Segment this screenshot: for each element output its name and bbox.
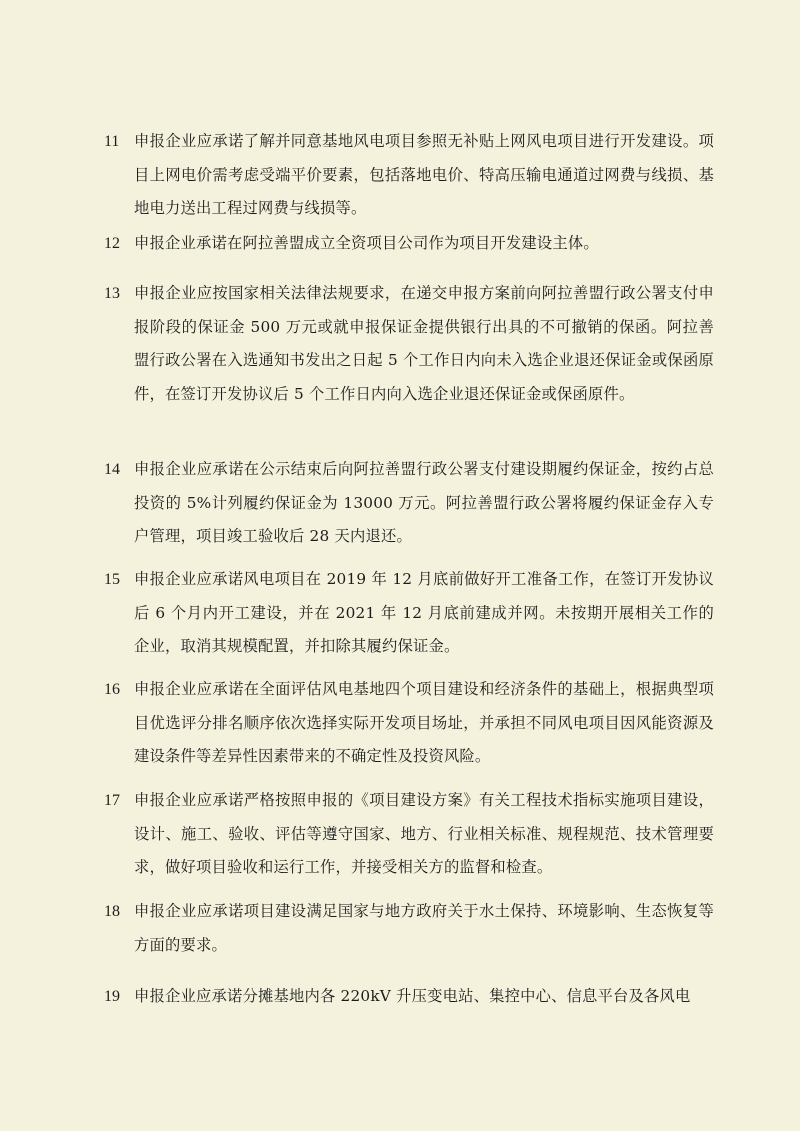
clause-text: 申报企业应承诺在全面评估风电基地四个项目建设和经济条件的基础上，根据典型项目优选评分排名顺序依次选择实际开发项目场址，并承担不同风电项目因风能资源及建设条件等差异性因素带来的不确定性及投资风险。 bbox=[134, 680, 714, 765]
clause-text: 申报企业应承诺项目建设满足国家与地方政府关于水土保持、环境影响、生态恢复等方面的要求。 bbox=[134, 902, 714, 954]
clause-text: 申报企业承诺在阿拉善盟成立全资项目公司作为项目开发建设主体。 bbox=[134, 234, 599, 252]
clause-text: 申报企业应按国家相关法律法规要求，在递交申报方案前向阿拉善盟行政公署支付申报阶段的保证金 500 万元或就申报保证金提供银行出具的不可撤销的保函。阿拉善盟行政公署在入选通知书发出之日起 5 个工作日内向未入选企业退还保证金或保函原件，在签订开发协议后 5 个工作日内向入选企业退还保证金或保函原件。 bbox=[134, 284, 714, 403]
clause-number: 11 bbox=[104, 133, 120, 150]
clause-text: 申报企业应承诺了解并同意基地风电项目参照无补贴上网风电项目进行开发建设。项目上网电价需考虑受端平价要素，包括落地电价、特高压输电通道过网费与线损、基地电力送出工程过网费与线损等。 bbox=[134, 132, 714, 217]
clause-number: 19 bbox=[104, 988, 120, 1005]
clause-number: 15 bbox=[104, 571, 120, 588]
clause-number: 17 bbox=[104, 792, 120, 809]
clause-text: 申报企业应承诺严格按照申报的《项目建设方案》有关工程技术指标实施项目建设，设计、施工、验收、评估等遵守国家、地方、行业相关标准、规程规范、技术管理要求，做好项目验收和运行工作，并接受相关方的监督和检查。 bbox=[134, 791, 714, 876]
clause-number: 12 bbox=[104, 235, 120, 252]
clause-text: 申报企业应承诺在公示结束后向阿拉善盟行政公署支付建设期履约保证金，按约占总投资的 5%计列履约保证金为 13000 万元。阿拉善盟行政公署将履约保证金存入专户管理，项目竣工验收后 28 天内退还。 bbox=[134, 460, 714, 545]
clause-text: 申报企业应承诺风电项目在 2019 年 12 月底前做好开工准备工作，在签订开发协议后 6 个月内开工建设，并在 2021 年 12 月底前建成并网。未按期开展相关工作的企业，取消其规模配置，并扣除其履约保证金。 bbox=[134, 570, 714, 655]
clause-text: 申报企业应承诺分摊基地内各 220kV 升压变电站、集控中心、信息平台及各风电 bbox=[134, 987, 691, 1005]
clause-number: 13 bbox=[104, 285, 120, 302]
clause-number: 18 bbox=[104, 903, 120, 920]
clause-number: 14 bbox=[104, 461, 120, 478]
clause-number: 16 bbox=[104, 681, 120, 698]
